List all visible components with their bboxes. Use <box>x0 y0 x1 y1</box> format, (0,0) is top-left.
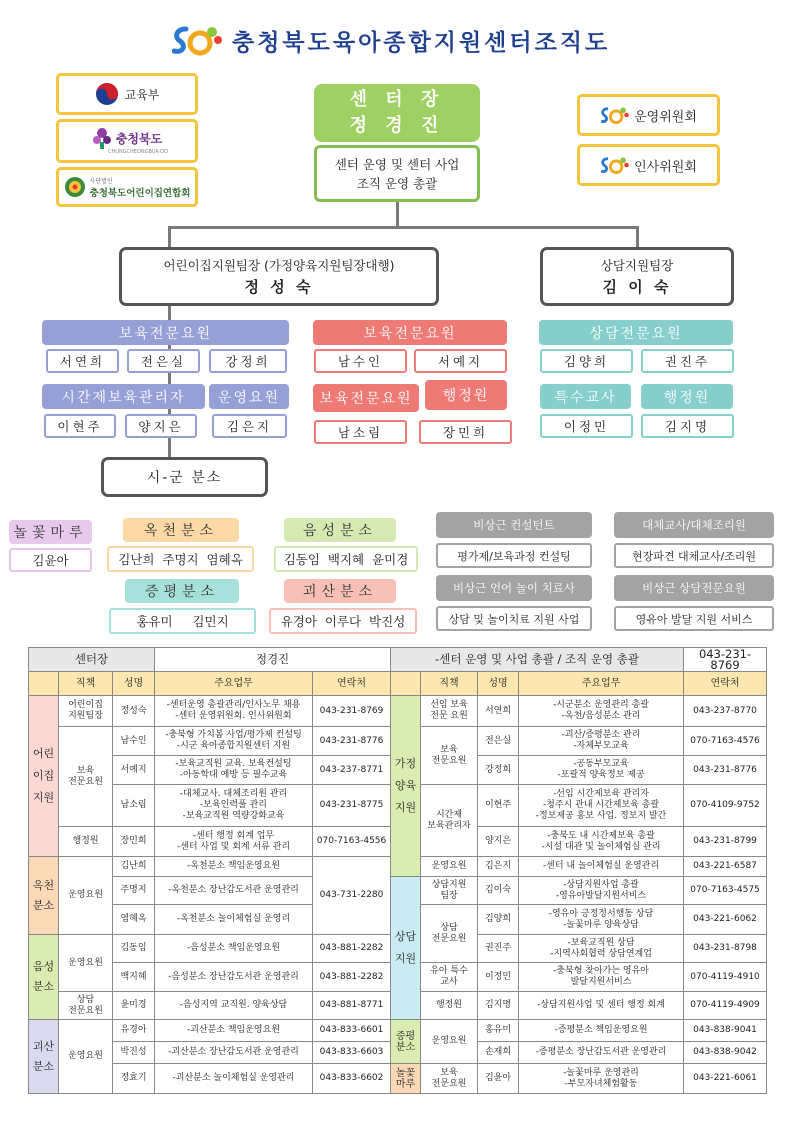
cell-role: 상담지원 팀장 <box>421 877 478 905</box>
cell-name: 권진주 <box>478 935 519 963</box>
nonregular-header: 비상근 컨설턴트 <box>436 512 592 538</box>
cell-duty: -영유아 긍정정서행동 상담 -놀꽃마루 양육상담 <box>519 905 684 935</box>
cell-name: 김지명 <box>478 992 519 1020</box>
cell-phone: 043-838-9042 <box>684 1042 767 1064</box>
logo-text: 충청북도어린이집연합회 <box>89 187 191 199</box>
cell-role: 보육 전문요원 <box>421 727 478 785</box>
cell-role: 운영요원 <box>421 857 478 877</box>
cell-role: 보육 전문요원 <box>59 727 113 827</box>
cell-duty: -상담지원사업 및 센터 행정 회계 <box>519 992 684 1020</box>
top-phone: 043-231-8769 <box>684 648 767 672</box>
col-header: 주요업무 <box>155 672 313 696</box>
cell-role: 어린이집 지원팀장 <box>59 696 113 727</box>
cell-phone: 043-231-8775 <box>313 785 391 827</box>
group-header: 특수교사 <box>540 384 631 409</box>
top-duty: -센터 운영 및 사업 총괄 / 조직 운영 총괄 <box>391 648 684 672</box>
cell-phone: 043-881-2282 <box>313 935 391 963</box>
cell-name: 박진성 <box>113 1042 155 1064</box>
director-title-box <box>314 84 480 142</box>
cell-phone: 043-231-8799 <box>684 827 767 857</box>
cell-duty: -증평분소 장난감도서관 운영관리 <box>519 1042 684 1064</box>
cell-name: 김난희 <box>113 857 155 877</box>
table-row <box>29 1020 767 1042</box>
cell-phone: 070-7163-4575 <box>684 877 767 905</box>
cell-name: 장민희 <box>113 827 155 857</box>
cell-name: 김동임 <box>113 935 155 963</box>
top-label: 센터장 <box>29 648 155 672</box>
cell-phone: 043-237-8770 <box>684 696 767 727</box>
center-logo-icon <box>600 155 630 175</box>
cell-phone: 043-833-6603 <box>313 1042 391 1064</box>
team-name: 김 이 숙 <box>602 278 672 296</box>
group-cell: 놀꽃 마루 <box>391 1064 421 1094</box>
team-name: 정 성 숙 <box>244 278 314 296</box>
cell-role: 선임 보육 전문 요원 <box>421 696 478 727</box>
branch-header: 옥천분소 <box>123 518 239 542</box>
director-role: 센 터 장 <box>349 89 445 110</box>
member-box: 강정희 <box>209 349 287 373</box>
member-box: 전은실 <box>127 349 200 373</box>
cell-name: 백지혜 <box>113 963 155 992</box>
cell-phone: 043-231-8776 <box>684 756 767 785</box>
cell-name: 정성숙 <box>113 696 155 727</box>
cell-duty: -음성분소 책임운영요원 <box>155 935 313 963</box>
table-row <box>29 696 767 727</box>
group-cell: 증평 분소 <box>391 1020 421 1064</box>
col-header: 직책 <box>59 672 113 696</box>
cell-role: 운영요원 <box>421 1020 478 1064</box>
cell-name: 김윤아 <box>478 1064 519 1094</box>
col-header: 성명 <box>478 672 519 696</box>
cell-phone: 043-881-8771 <box>313 992 391 1020</box>
chungbuk-emblem-icon <box>92 127 112 149</box>
table-top-row <box>29 648 767 672</box>
branch-members: 김난희 주명지 염혜옥 <box>107 546 254 572</box>
group-header: 행정원 <box>641 384 733 409</box>
cell-duty: -음성분소 장난감도서관 운영관리 <box>155 963 313 992</box>
nonregular-body: 상담 및 놀이치료 지원 사업 <box>436 606 592 631</box>
branch-header: 음성분소 <box>284 518 396 542</box>
team-title: 상담지원팀장 <box>600 258 674 273</box>
connector-line <box>168 226 638 229</box>
branch-members: 김동임 백지혜 윤미경 <box>274 546 418 572</box>
cell-name: 강정희 <box>478 756 519 785</box>
cell-name: 이현주 <box>478 785 519 827</box>
member-box: 양지은 <box>125 414 197 438</box>
cell-phone: 043-231-8769 <box>313 696 391 727</box>
cell-duty: -옥천분소 놀이체험실 운영리 <box>155 905 313 935</box>
org-chart-title: 충청북도육아종합지원센터조직도 <box>232 29 611 56</box>
cell-role: 보육 전문요원 <box>421 1064 478 1094</box>
cell-phone: 043-221-6587 <box>684 857 767 877</box>
staff-table <box>28 647 767 1094</box>
cell-name: 김은지 <box>478 857 519 877</box>
cell-duty: -괴산분소 장난감도서관 운영관리 <box>155 1042 313 1064</box>
cell-duty: -충북형 찾아가는 영유아 발달지원서비스 <box>519 963 684 992</box>
cell-duty: -옥천분소 장난감도서관 운영관리 <box>155 877 313 905</box>
cell-duty: -시군분소 운영관리 총괄 -옥천/음성분소 관리 <box>519 696 684 727</box>
member-box: 김지명 <box>641 414 734 438</box>
cell-duty: -증평분소 책임운영요원 <box>519 1020 684 1042</box>
branch-header: 증평분소 <box>125 579 239 603</box>
group-cell: 옥천 분소 <box>29 857 59 935</box>
cell-role: 행정원 <box>59 827 113 857</box>
cell-name: 김이숙 <box>478 877 519 905</box>
cell-name: 서예지 <box>113 756 155 785</box>
logo-ministry-education <box>56 73 198 115</box>
member-box: 이현주 <box>44 414 116 438</box>
member-box: 김은지 <box>212 414 287 438</box>
cell-name: 김양희 <box>478 905 519 935</box>
cell-phone: 043-231-8798 <box>684 935 767 963</box>
table-row <box>29 877 767 905</box>
cell-phone: 043-221-6061 <box>684 1064 767 1094</box>
committee-label: 인사위원회 <box>634 159 697 175</box>
team-title: 어린이집지원팀장 (가정양육지원팀장대행) <box>163 258 395 273</box>
cell-phone: 043-838-9041 <box>684 1020 767 1042</box>
logo-chungbuk <box>56 119 198 163</box>
group-header: 보육전문요원 <box>313 384 419 412</box>
group-cell: 음성 분소 <box>29 935 59 1020</box>
cell-phone: 070-4109-9752 <box>684 785 767 827</box>
logo-subtext: 사단법인 <box>89 177 113 185</box>
cell-duty: -보육교직원 교육. 보육컨설팅 -아동학대 예방 등 필수교육 <box>155 756 313 785</box>
cell-duty: -보육교직원 상담 -지역사회협력 상담연계업 <box>519 935 684 963</box>
cell-duty: -괴산분소 책임운영요원 <box>155 1020 313 1042</box>
cell-name: 염혜옥 <box>113 905 155 935</box>
cell-phone: 043-833-6602 <box>313 1064 391 1094</box>
cell-duty: -공동부모교육 -포괄적 양육정보 제공 <box>519 756 684 785</box>
cell-role: 운영요원 <box>59 935 113 992</box>
col-header: 연락처 <box>684 672 767 696</box>
group-header: 보육전문요원 <box>42 320 289 345</box>
member-box: 남소림 <box>314 420 407 444</box>
logo-daycare-association <box>56 167 198 207</box>
cell-duty: -상담지원사업 총괄 -영유아발달지원서비스 <box>519 877 684 905</box>
cell-role: 운영요원 <box>59 1020 113 1094</box>
cell-duty: -센터 내 놀이체험실 운영관리 <box>519 857 684 877</box>
cell-name: 남수인 <box>113 727 155 756</box>
nonregular-header: 대체교사/대체조리원 <box>614 512 774 538</box>
cell-duty: -충북도 내 시간제보육 총괄 -시설 대관 및 놀이체험실 관리 <box>519 827 684 857</box>
cell-phone: 043-731-2280 <box>313 857 391 935</box>
member-box: 김양희 <box>540 349 633 373</box>
cell-name: 홍유미 <box>478 1020 519 1042</box>
connector-line <box>396 202 399 228</box>
center-logo-icon <box>600 105 630 125</box>
cell-role: 상담 전문요원 <box>59 992 113 1020</box>
cell-duty: -센터 행정 회계 업무 -센터 사업 및 회계 서류 관리 <box>155 827 313 857</box>
group-cell: 괴산 분소 <box>29 1020 59 1094</box>
group-header: 행정원 <box>425 380 507 410</box>
nonregular-body: 평가제/보육과정 컨설팅 <box>436 543 592 568</box>
cell-duty: -놀꽃마루 운영관리 -부모자녀체험활동 <box>519 1064 684 1094</box>
cell-phone: 070-4119-4910 <box>684 963 767 992</box>
col-header: 연락처 <box>313 672 391 696</box>
logo-text: 교육부 <box>124 87 160 102</box>
cell-phone: 043-221-6062 <box>684 905 767 935</box>
cell-name: 정효기 <box>113 1064 155 1094</box>
cell-phone: 070-4119-4909 <box>684 992 767 1020</box>
cell-duty: -충북형 가치봄 사업/평가제 컨설팅 -시군 육아종합지원센터 지원 <box>155 727 313 756</box>
cell-name: 전은실 <box>478 727 519 756</box>
logo-text: 충청북도 <box>115 131 163 146</box>
group-header: 상담전문요원 <box>539 320 733 345</box>
nonregular-header: 비상근 상담전문요원 <box>614 575 774 601</box>
branches-title: 시-군 분소 <box>101 457 268 497</box>
cell-name: 남소림 <box>113 785 155 827</box>
cell-duty: -선임 시간제보육 관리자 -청주시 관내 시간제보육 총괄 -정보제공 홍보 사업. 정보지 발간 <box>519 785 684 827</box>
member-box: 서예지 <box>414 349 507 373</box>
nonregular-header: 비상근 언어 놀이 치료사 <box>436 575 592 601</box>
member-box: 서연희 <box>46 349 119 373</box>
director-name: 정 경 진 <box>349 115 445 136</box>
page-title <box>172 22 632 58</box>
branch-header: 놀꽃마루 <box>9 520 92 544</box>
col-header: 직책 <box>421 672 478 696</box>
logo-subtext: CHUNGCHEONGBUK-DO <box>108 149 168 155</box>
cell-role: 운영요원 <box>59 857 113 935</box>
group-header: 운영요원 <box>209 384 289 409</box>
member-box: 이정민 <box>540 414 633 438</box>
taegeuk-icon <box>95 82 119 106</box>
branch-header: 괴산분소 <box>284 579 396 603</box>
cell-phone: 043-231-8776 <box>313 727 391 756</box>
cell-phone: 043-881-2282 <box>313 963 391 992</box>
top-name: 정경진 <box>155 648 391 672</box>
nonregular-body: 현장파견 대체교사/조리원 <box>614 543 774 568</box>
cell-duty: -대체교사. 대체조리원 관리 -보육인력풀 관리 -보육교직원 역량강화교육 <box>155 785 313 827</box>
col-header: 주요업무 <box>519 672 684 696</box>
cell-phone: 070-7163-4576 <box>684 727 767 756</box>
nonregular-body: 영유아 발달 지원 서비스 <box>614 606 774 631</box>
cell-duty: -음성지역 교직원. 양육상담 <box>155 992 313 1020</box>
connector-line <box>636 226 639 248</box>
group-cell: 상담 지원 <box>391 877 421 1020</box>
cell-name: 유경아 <box>113 1020 155 1042</box>
cell-role: 시간제 보육관리자 <box>421 785 478 857</box>
cell-name: 주명지 <box>113 877 155 905</box>
table-header-row <box>29 672 767 696</box>
cell-name: 양지은 <box>478 827 519 857</box>
association-emblem-icon <box>64 176 86 198</box>
team-leader-daycare <box>119 247 439 306</box>
cell-phone: 043-833-6601 <box>313 1020 391 1042</box>
cell-duty: -옥천분소 책임운영요원 <box>155 857 313 877</box>
cell-phone: 043-237-8771 <box>313 756 391 785</box>
member-box: 남수인 <box>314 349 407 373</box>
director-duty: 센터 운영 및 센터 사업 조직 운영 총괄 <box>314 145 480 202</box>
group-cell: 가정 양육 지원 <box>391 696 421 877</box>
cell-phone: 070-7163-4556 <box>313 827 391 857</box>
cell-name: 이정민 <box>478 963 519 992</box>
operating-committee <box>577 94 720 136</box>
branch-members: 유경아 이루다 박진성 <box>269 608 417 634</box>
cell-role: 상담 전문요원 <box>421 905 478 963</box>
center-logo-icon <box>172 23 224 57</box>
branch-members: 홍유미 김민지 <box>109 608 256 634</box>
group-header: 보육전문요원 <box>313 320 507 345</box>
cell-duty: -괴산/증평분소 관리 -자체부모교육 <box>519 727 684 756</box>
cell-name: 윤미경 <box>113 992 155 1020</box>
team-leader-counsel <box>540 247 734 306</box>
cell-role: 행정원 <box>421 992 478 1020</box>
cell-duty: -괴산분소 놀이체험실 운영관리 <box>155 1064 313 1094</box>
member-box: 장민희 <box>419 420 512 444</box>
group-cell: 어린 이집 지원 <box>29 696 59 857</box>
branch-members: 김윤아 <box>9 548 92 572</box>
col-header: 성명 <box>113 672 155 696</box>
connector-line <box>168 226 171 248</box>
cell-name: 손재희 <box>478 1042 519 1064</box>
cell-name: 서연희 <box>478 696 519 727</box>
committee-label: 운영위원회 <box>634 109 697 125</box>
cell-duty: -센터운영 총괄관리/인사노무 채용 -센터 운영위원회. 인사위원회 <box>155 696 313 727</box>
member-box: 권진주 <box>641 349 734 373</box>
personnel-committee <box>577 144 720 186</box>
group-header: 시간제보육관리자 <box>42 384 205 409</box>
table-row <box>29 1064 767 1094</box>
cell-role: 유아 특수 교사 <box>421 963 478 992</box>
